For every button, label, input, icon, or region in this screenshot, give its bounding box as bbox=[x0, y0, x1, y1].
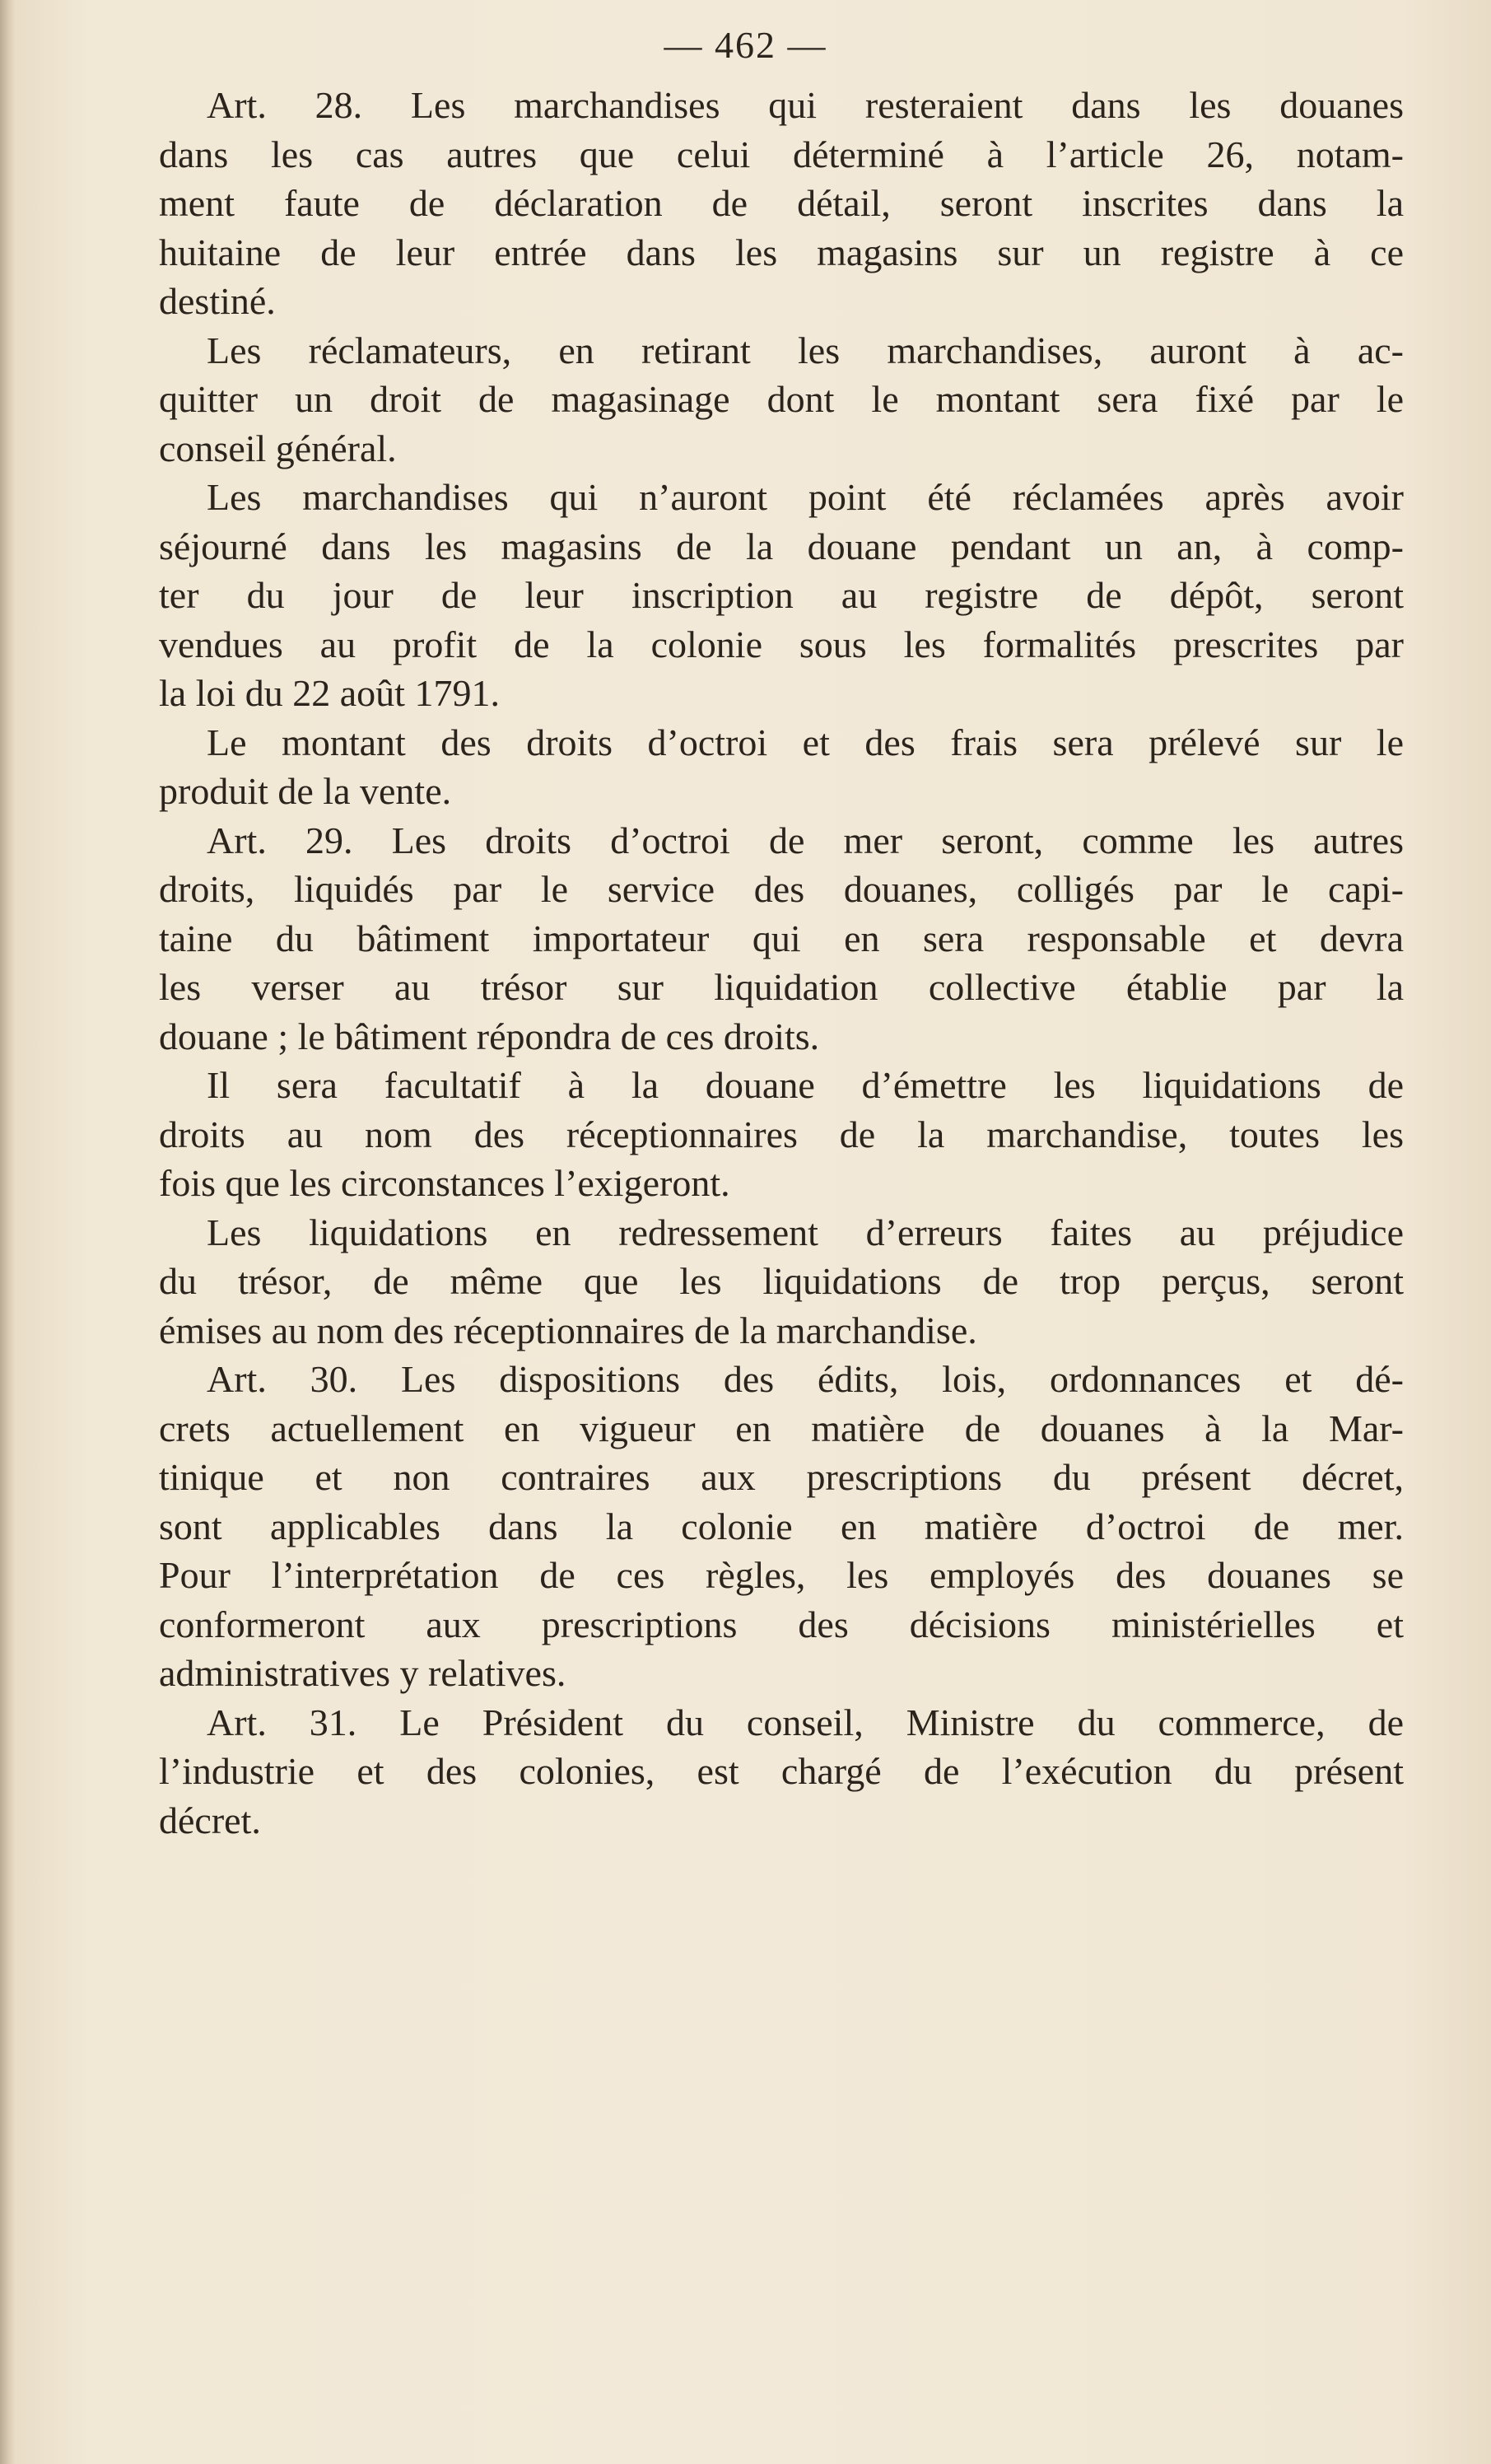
text-line: destiné. bbox=[159, 280, 276, 322]
text-line: crets actuellement en vigueur en matière de douanes à la Mar- bbox=[159, 1407, 1404, 1449]
page-number: — 462 — bbox=[664, 24, 827, 66]
text-line: Les liquidations en redressement d’erreurs faites au préjudice bbox=[207, 1211, 1404, 1253]
text-line: tinique et non contraires aux prescriptions du présent décret, bbox=[159, 1456, 1404, 1498]
text-line: conseil général. bbox=[159, 427, 397, 469]
text-line: Il sera facultatif à la douane d’émettre les liquidations de bbox=[207, 1064, 1404, 1106]
text-line: l’industrie et des colonies, est chargé de l’exécution du présent bbox=[159, 1750, 1404, 1792]
text-line: administratives y relatives. bbox=[159, 1652, 566, 1694]
text-line: Pour l’interprétation de ces règles, les employés des douanes se bbox=[159, 1554, 1404, 1596]
text-line: taine du bâtiment importateur qui en sera responsable et devra bbox=[159, 917, 1404, 959]
text-line: Les réclamateurs, en retirant les marchandises, auront à ac- bbox=[207, 329, 1404, 371]
page-edge-shadow bbox=[0, 0, 15, 2464]
text-line: Art. 29. Les droits d’octroi de mer seront, comme les autres bbox=[207, 819, 1404, 861]
text-line: la loi du 22 août 1791. bbox=[159, 672, 500, 714]
text-line: droits au nom des réceptionnaires de la marchandise, toutes les bbox=[159, 1113, 1404, 1155]
text-line: émises au nom des réceptionnaires de la marchandise. bbox=[159, 1309, 977, 1351]
text-line: décret. bbox=[159, 1799, 261, 1841]
text-line: Art. 31. Le Président du conseil, Ministre du commerce, de bbox=[207, 1701, 1404, 1743]
text-line: produit de la vente. bbox=[159, 770, 452, 812]
text-line: séjourné dans les magasins de la douane pendant un an, à comp- bbox=[159, 525, 1404, 567]
text-line: huitaine de leur entrée dans les magasins sur un registre à ce bbox=[159, 231, 1404, 273]
text-line: fois que les circonstances l’exigeront. bbox=[159, 1162, 730, 1204]
text-line: du trésor, de même que les liquidations de trop perçus, seront bbox=[159, 1260, 1404, 1302]
text-line: ment faute de déclaration de détail, seront inscrites dans la bbox=[159, 182, 1404, 224]
text-line: Les marchandises qui n’auront point été réclamées après avoir bbox=[207, 476, 1404, 518]
text-line: Art. 28. Les marchandises qui resteraient dans les douanes bbox=[207, 84, 1404, 126]
text-line: droits, liquidés par le service des douanes, colligés par le capi- bbox=[159, 868, 1404, 910]
text-line: vendues au profit de la colonie sous les formalités prescrites par bbox=[159, 623, 1404, 665]
text-line: douane ; le bâtiment répondra de ces droits. bbox=[159, 1015, 820, 1057]
text-line: les verser au trésor sur liquidation collective établie par la bbox=[159, 966, 1404, 1008]
text-line: quitter un droit de magasinage dont le montant sera fixé par le bbox=[159, 378, 1404, 420]
text-line: conformeront aux prescriptions des décisions ministérielles et bbox=[159, 1603, 1404, 1645]
text-line: Le montant des droits d’octroi et des frais sera prélevé sur le bbox=[207, 721, 1404, 763]
text-line: ter du jour de leur inscription au registre de dépôt, seront bbox=[159, 574, 1404, 616]
text-line: dans les cas autres que celui déterminé à l’article 26, notam- bbox=[159, 133, 1404, 175]
body-text bbox=[159, 81, 1404, 1845]
text-line: Art. 30. Les dispositions des édits, lois, ordonnances et dé- bbox=[207, 1358, 1404, 1400]
text-line: sont applicables dans la colonie en matière d’octroi de mer. bbox=[159, 1505, 1404, 1547]
